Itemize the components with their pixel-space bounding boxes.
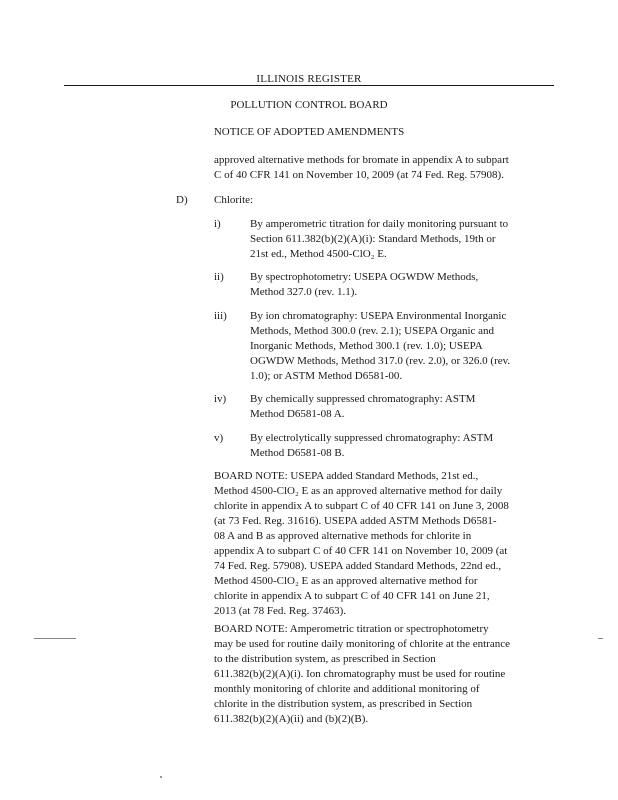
item-line: By amperometric titration for daily monitoring pursuant to xyxy=(250,218,509,230)
item-line: Method D6581-08 B. xyxy=(250,447,345,459)
item-line: Methods, Method 300.0 (rev. 2.1); USEPA Organic and xyxy=(250,325,495,337)
item-line: By electrolytically suppressed chromatography: ASTM xyxy=(250,432,494,444)
item-line: Method 327.0 (rev. 1.1). xyxy=(250,286,358,298)
note-line: chlorite in appendix A to subpart C of 40 CFR 141 on June 3, 2008 xyxy=(214,500,509,512)
intro-line: C of 40 CFR 141 on November 10, 2009 (at 74 Fed. Reg. 57908). xyxy=(214,169,504,181)
note-line: appendix A to subpart C of 40 CFR 141 on November 10, 2009 (at xyxy=(214,545,508,557)
intro-line: approved alternative methods for bromate in appendix A to subpart xyxy=(214,154,509,166)
note-line: 2013 (at 78 Fed. Reg. 37463). xyxy=(214,605,346,617)
item-text xyxy=(250,309,510,384)
intro-paragraph xyxy=(214,153,509,183)
item-line: By ion chromatography: USEPA Environmental Inorganic xyxy=(250,310,507,322)
item-number: iii) xyxy=(214,310,227,322)
item-line: By chemically suppressed chromatography: ASTM xyxy=(250,393,476,405)
register-title: ILLINOIS REGISTER xyxy=(256,73,362,85)
item-line: Inorganic Methods, Method 300.1 (rev. 1.0); USEPA xyxy=(250,340,483,352)
note-line: Method 4500-ClO₂ E as an approved alternative method for xyxy=(214,575,478,587)
item-line: By spectrophotometry: USEPA OGWDW Methods, xyxy=(250,271,479,283)
item-number: v) xyxy=(214,432,224,444)
section-marker: D) xyxy=(176,194,188,206)
item-text xyxy=(250,217,508,262)
note-line: BOARD NOTE: Amperometric titration or spectrophotometry xyxy=(214,623,489,635)
note-line: 74 Fed. Reg. 57908). USEPA added Standard Methods, 22nd ed., xyxy=(214,560,502,572)
note-line: 611.382(b)(2)(A)(ii) and (b)(2)(B). xyxy=(214,713,369,725)
notice-title: NOTICE OF ADOPTED AMENDMENTS xyxy=(213,126,405,138)
note-line: 08 A and B as approved alternative methods for chlorite in xyxy=(214,530,472,542)
note-line: to the distribution system, as prescribed in Section xyxy=(214,653,436,665)
item-number: ii) xyxy=(214,271,224,283)
note-line: BOARD NOTE: USEPA added Standard Methods, 21st ed., xyxy=(214,470,479,482)
section-title: Chlorite: xyxy=(214,194,254,206)
note-line: monthly monitoring of chlorite and additional monitoring of xyxy=(214,683,480,695)
item-number: iv) xyxy=(214,393,227,405)
scan-mark xyxy=(598,638,603,639)
note-line: chlorite in appendix A to subpart C of 40 CFR 141 on June 21, xyxy=(214,590,490,602)
board-note xyxy=(214,469,509,619)
note-line: may be used for routine daily monitoring of chlorite at the entrance xyxy=(214,638,510,650)
item-line: Section 611.382(b)(2)(A)(i): Standard Methods, 19th or xyxy=(250,233,496,245)
note-line: Method 4500-ClO₂ E as an approved alternative method for daily xyxy=(214,485,503,497)
item-line: OGWDW Methods, Method 317.0 (rev. 2.0), or 326.0 (rev. xyxy=(250,355,511,367)
item-number: i) xyxy=(214,218,221,230)
scan-mark xyxy=(160,776,162,778)
item-text xyxy=(250,392,475,422)
scan-mark xyxy=(34,638,76,639)
item-text xyxy=(250,270,478,300)
item-line: 21st ed., Method 4500-ClO₂ E. xyxy=(250,248,387,260)
board-title: POLLUTION CONTROL BOARD xyxy=(230,99,388,111)
item-text xyxy=(250,431,493,461)
item-line: Method D6581-08 A. xyxy=(250,408,345,420)
note-line: 611.382(b)(2)(A)(i). Ion chromatography must be used for routine xyxy=(214,668,506,680)
note-line: (at 73 Fed. Reg. 31616). USEPA added ASTM Methods D6581- xyxy=(214,515,497,527)
note-line: chlorite in the distribution system, as prescribed in Section xyxy=(214,698,473,710)
board-note xyxy=(214,622,510,727)
item-line: 1.0); or ASTM Method D6581-00. xyxy=(250,370,403,382)
